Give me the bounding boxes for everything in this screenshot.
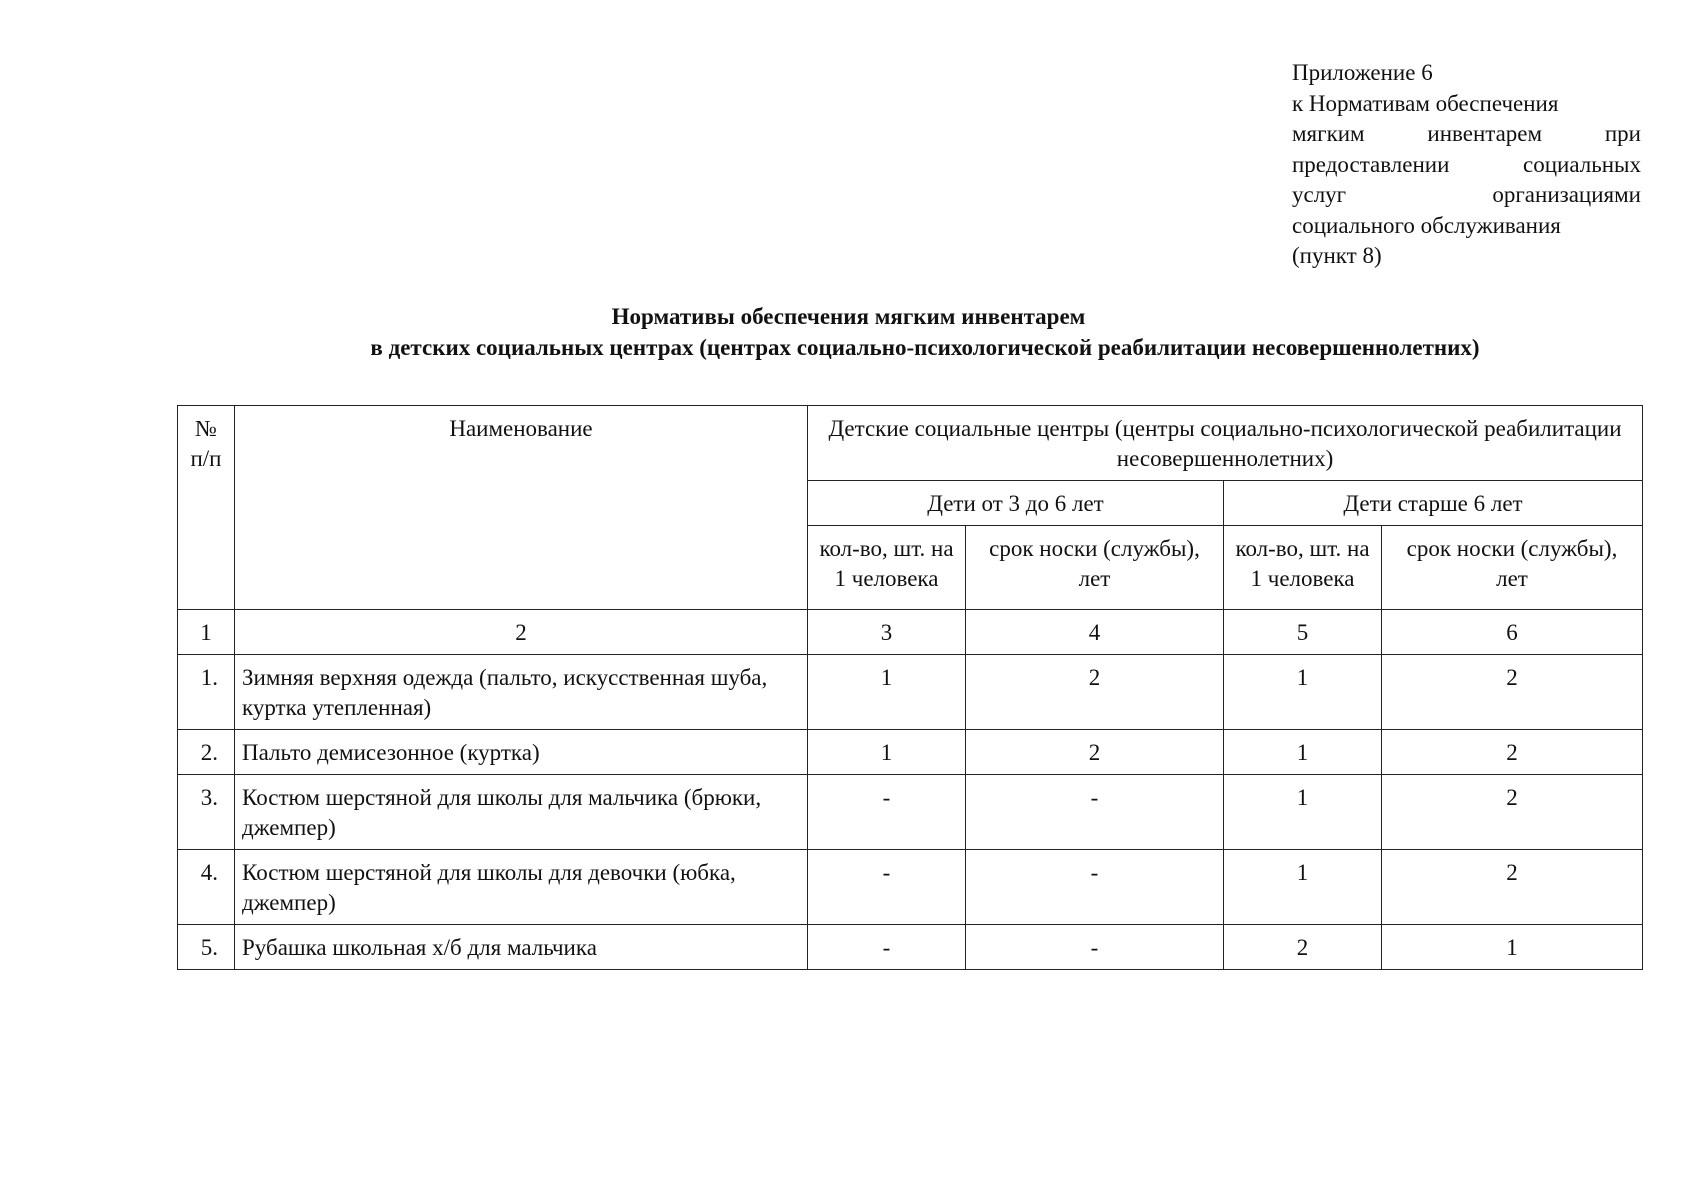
row-term-old: 2 — [1382, 655, 1643, 730]
appendix-reference — [1292, 58, 1641, 272]
row-name: Костюм шерстяной для школы для девочки (юбка, джемпер) — [235, 850, 808, 925]
appendix-word: мягким — [1292, 121, 1365, 146]
appendix-word: предоставлении — [1292, 151, 1450, 177]
header-term-young: срок носки (службы), лет — [966, 526, 1224, 610]
row-term-old: 2 — [1382, 730, 1643, 775]
row-qty-old: 1 — [1224, 775, 1382, 850]
appendix-line: к Нормативам обеспечения — [1292, 90, 1559, 116]
column-index-row — [178, 610, 1643, 655]
table-row — [178, 925, 1643, 970]
header-centers-group: Детские социальные центры (центры социально-психологической реабилитации несовершеннолетних) — [808, 406, 1643, 481]
header-qty-old: кол-во, шт. на 1 человека — [1224, 526, 1382, 610]
appendix-line: социального обслуживания — [1292, 212, 1561, 238]
row-qty-old: 1 — [1224, 730, 1382, 775]
row-qty-young: - — [808, 850, 966, 925]
appendix-word: услуг — [1292, 182, 1347, 207]
row-qty-young: - — [808, 775, 966, 850]
header-age-over-6: Дети старше 6 лет — [1224, 481, 1643, 526]
table-row — [178, 655, 1643, 730]
header-name: Наименование — [235, 406, 808, 610]
row-name: Пальто демисезонное (куртка) — [235, 730, 808, 775]
appendix-line — [1292, 180, 1641, 211]
row-term-young: 2 — [966, 655, 1224, 730]
appendix-word: социальных — [1523, 151, 1641, 177]
row-term-old: 2 — [1382, 775, 1643, 850]
table-row — [178, 775, 1643, 850]
column-index: 6 — [1382, 610, 1643, 655]
header-number: № п/п — [178, 406, 235, 610]
column-index: 3 — [808, 610, 966, 655]
row-qty-young: 1 — [808, 730, 966, 775]
column-index: 2 — [235, 610, 808, 655]
row-number: 3. — [178, 775, 235, 850]
row-term-young: - — [966, 850, 1224, 925]
column-index: 1 — [178, 610, 235, 655]
row-term-young: - — [966, 925, 1224, 970]
header-age-3-6: Дети от 3 до 6 лет — [808, 481, 1224, 526]
row-qty-young: 1 — [808, 655, 966, 730]
appendix-word: организациями — [1492, 182, 1641, 207]
document-subtitle: в детских социальных центрах (центрах социально-психологической реабилитации несовершеннолетних) — [370, 335, 1480, 360]
appendix-line — [1292, 119, 1641, 150]
row-qty-old: 2 — [1224, 925, 1382, 970]
column-index: 5 — [1224, 610, 1382, 655]
row-qty-young: - — [808, 925, 966, 970]
header-qty-young: кол-во, шт. на 1 человека — [808, 526, 966, 610]
row-number: 4. — [178, 850, 235, 925]
row-term-old: 2 — [1382, 850, 1643, 925]
row-name: Зимняя верхняя одежда (пальто, искусственная шуба, куртка утепленная) — [235, 655, 808, 730]
row-name: Рубашка школьная х/б для мальчика — [235, 925, 808, 970]
row-qty-old: 1 — [1224, 655, 1382, 730]
row-number: 5. — [178, 925, 235, 970]
column-index: 4 — [966, 610, 1224, 655]
appendix-word: инвентарем — [1427, 121, 1543, 146]
header-term-old: срок носки (службы), лет — [1382, 526, 1643, 610]
row-qty-old: 1 — [1224, 850, 1382, 925]
appendix-line: Приложение 6 — [1292, 60, 1433, 85]
row-term-old: 1 — [1382, 925, 1643, 970]
table-row — [178, 850, 1643, 925]
norms-table — [177, 405, 1643, 970]
row-number: 1. — [178, 655, 235, 730]
appendix-word: при — [1604, 121, 1641, 146]
row-term-young: 2 — [966, 730, 1224, 775]
table-row — [178, 730, 1643, 775]
row-number: 2. — [178, 730, 235, 775]
document-title: Нормативы обеспечения мягким инвентарем — [611, 304, 1086, 329]
row-name: Костюм шерстяной для школы для мальчика (брюки, джемпер) — [235, 775, 808, 850]
appendix-line — [1292, 150, 1641, 181]
row-term-young: - — [966, 775, 1224, 850]
appendix-line: (пункт 8) — [1292, 243, 1382, 268]
